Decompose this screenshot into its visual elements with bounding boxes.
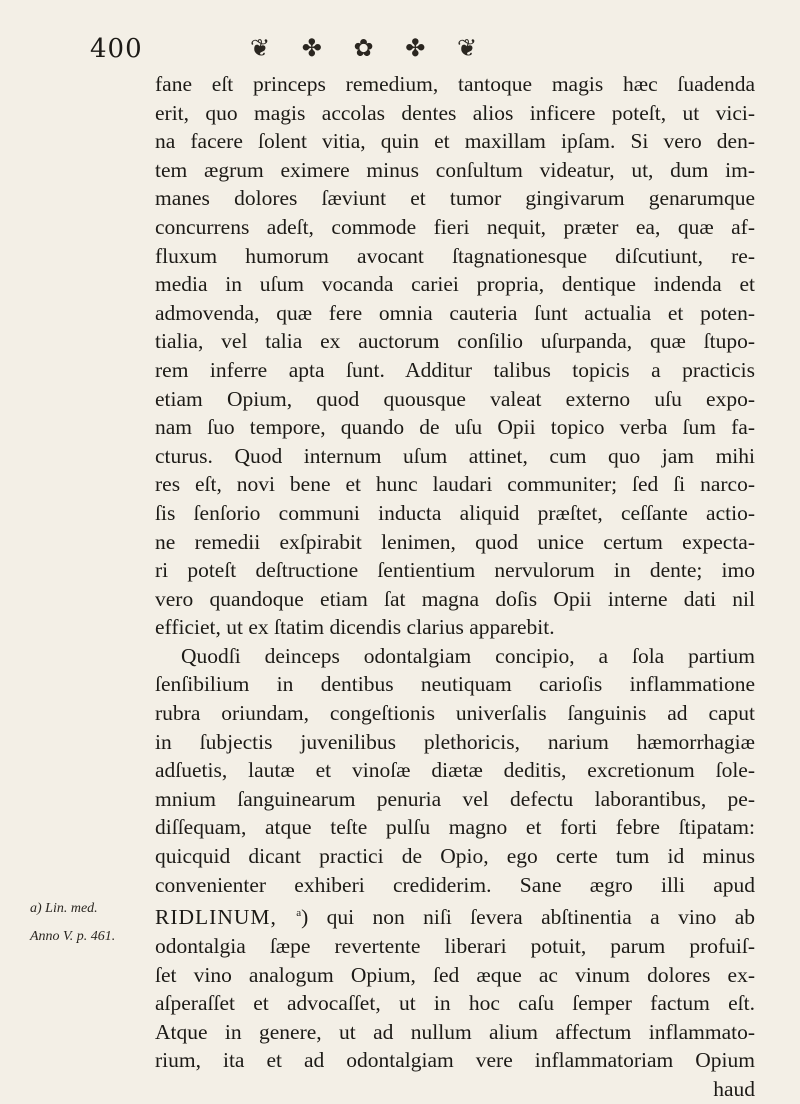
catchword: haud xyxy=(713,1076,755,1101)
text-line: rium, ita et ad odontalgiam vere inflammatoriam Opium xyxy=(155,1048,755,1073)
text-line: fluxum humorum avocant ſtagnationesque diſcutiunt, re- xyxy=(155,243,755,268)
page-number: 400 xyxy=(90,34,143,64)
paragraph-start-line: Quodſi deinceps odontalgiam concipio, a ſola partium xyxy=(181,643,755,668)
author-name: RIDLINUM, xyxy=(155,905,297,930)
text-line: adſuetis, lautæ et vinoſæ diætæ deditis, excretionum ſole- xyxy=(155,758,755,783)
text-line: efficiet, ut ex ſtatim dicendis clarius apparebit. xyxy=(155,615,555,640)
text-line: odontalgia ſæpe revertente liberari potuit, parum profuiſ- xyxy=(155,933,755,958)
body-text xyxy=(155,70,755,1104)
ornament-icon: ❦ ✤ ✿ ✤ ❦ xyxy=(250,34,490,62)
text-line: ſenſibilium in dentibus neutiquam carioſis inflammatione xyxy=(155,672,755,697)
text-line: concurrens adeſt, commode fieri nequit, præter ea, quæ af- xyxy=(155,214,755,239)
text-line: media in uſum vocanda cariei propria, dentique indenda et xyxy=(155,272,755,297)
text-line: diſſequam, atque teſte pulſu magno et forti febre ſtipatam: xyxy=(155,815,755,840)
text-line: tialia, vel talia ex auctorum conſilio uſurpanda, quæ ſtupo- xyxy=(155,329,755,354)
text-line: res eſt, novi bene et hunc laudari communiter; ſed ſi narco- xyxy=(155,472,755,497)
text-line: manes dolores ſæviunt et tumor gingivarum genarumque xyxy=(155,186,755,211)
text-line: mnium ſanguinearum penuria vel defectu laborantibus, pe- xyxy=(155,786,755,811)
text-line: fane eſt princeps remedium, tantoque magis hæc ſuadenda xyxy=(155,72,755,96)
margin-note-line-2: Anno V. p. 461. xyxy=(30,929,116,944)
text-line: ſet vino analogum Opium, ſed æque ac vinum dolores ex- xyxy=(155,962,755,987)
text-line: in ſubjectis juvenilibus plethoricis, narium hæmorrhagiæ xyxy=(155,729,755,754)
text-line: erit, quo magis accolas dentes alios inficere poteſt, ut vici- xyxy=(155,100,755,125)
text-line: aſperaſſet et advocaſſet, ut in hoc caſu ſemper factum eſt. xyxy=(155,991,755,1016)
margin-note xyxy=(30,895,150,951)
margin-note-marker: a) xyxy=(30,901,42,916)
text-line: ne remedii exſpirabit lenimen, quod unice certum expecta- xyxy=(155,529,755,554)
footnote-marker: a xyxy=(296,907,302,920)
text-line: etiam Opium, quod quousque valeat externo uſu expo- xyxy=(155,386,755,411)
text-line: nam ſuo tempore, quando de uſu Opii topico verba ſum fa- xyxy=(155,415,755,440)
text-line: rem inferre apta ſunt. Additur talibus topicis a practicis xyxy=(155,357,755,382)
text-line: quicquid dicant practici de Opio, ego certe tum id minus xyxy=(155,844,755,869)
text-line-with-citation: RIDLINUM, $^a$) qui non niſi ſevera abſtinentia a vino ab xyxy=(155,905,755,930)
text-line: rubra oriundam, congeſtionis univerſalis ſanguinis ad caput xyxy=(155,701,755,726)
running-header xyxy=(70,22,670,66)
text-line: Atque in genere, ut ad nullum alium affectum inflammato- xyxy=(155,1019,755,1044)
text-line: na facere ſolent vitia, quin et maxillam ipſam. Si vero den- xyxy=(155,129,755,154)
text-line: convenienter exhiberi crediderim. Sane ægro illi apud xyxy=(155,872,755,897)
text-line: tem ægrum eximere minus conſultum videatur, ut, dum im- xyxy=(155,157,755,182)
text-line: vero quandoque etiam ſat magna doſis Opii interne dati nil xyxy=(155,586,755,611)
text-line: qui non niſi ſevera abſtinentia a vino ab xyxy=(326,905,755,930)
margin-note-line-1 xyxy=(30,895,150,923)
text-line: ſis ſenſorio communi inducta aliquid præſtet, ceſſante actio- xyxy=(155,500,755,525)
margin-note-source: Lin. med. xyxy=(45,901,98,916)
text-line: ri poteſt deſtructione ſentientium nervulorum in dente; imo xyxy=(155,558,755,583)
text-line: cturus. Quod internum uſum attinet, cum quo jam mihi xyxy=(155,443,755,468)
text-line: admovenda, quæ fere omnia cauteria ſunt actualia et poten- xyxy=(155,300,755,325)
